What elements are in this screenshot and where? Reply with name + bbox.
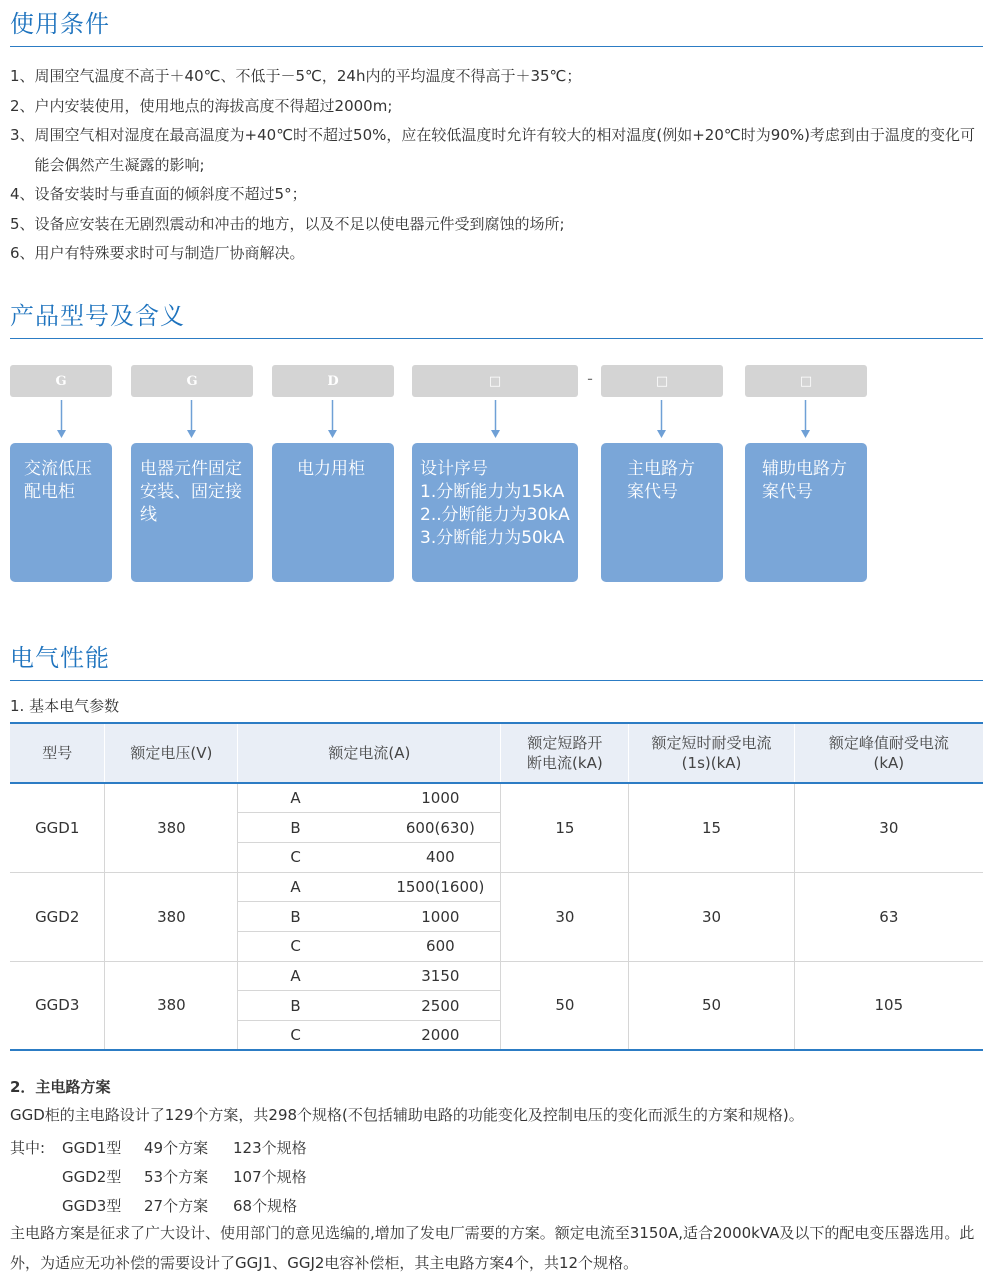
short-time-current-cell: 15	[629, 783, 794, 872]
column-header: 额定短时耐受电流 (1s)(kA)	[629, 723, 794, 783]
description-line: 辅助电路方	[762, 459, 847, 479]
model-cell: GGD3	[10, 961, 105, 1050]
short-time-current-cell: 30	[629, 872, 794, 961]
list-item-text: 用户有特殊要求时可与制造厂协商解决。	[34, 244, 305, 262]
model-code-dash: -	[587, 369, 593, 388]
current-cell: B 2500	[238, 991, 501, 1021]
peak-current-cell: 30	[794, 783, 983, 872]
spec-count: 107个规格	[233, 1168, 307, 1186]
current-cell: A 1500(1600)	[238, 872, 501, 902]
arrow-down-icon	[491, 400, 500, 438]
peak-current-cell: 105	[794, 961, 983, 1050]
table-header-row	[10, 723, 983, 783]
voltage-cell: 380	[105, 783, 238, 872]
section-title-conditions: 使用条件	[10, 10, 110, 38]
peak-current-cell: 63	[794, 872, 983, 961]
arrow-down-icon	[187, 400, 196, 438]
list-item-number: 3、	[10, 126, 35, 144]
list-item	[10, 92, 985, 122]
list-item-number: 4、	[10, 185, 35, 203]
main-circuit-closing: 主电路方案是征求了广大设计、使用部门的意见选编的,增加了发电厂需要的方案。额定电流至3150A,适合2000kVA及以下的配电变压器选用。此外，为适应无功补偿的需要设计了GGJ1、GGJ2电容补偿柜，其主电路方案4个，共12个规格。	[10, 1224, 975, 1272]
list-item-text: 周围空气温度不高于＋40℃、不低于－5℃，24h内的平均温度不得高于＋35℃；	[34, 67, 582, 85]
section-divider	[10, 680, 983, 681]
conditions-list	[10, 62, 985, 269]
column-header: 额定短路开 断电流(kA)	[501, 723, 629, 783]
model-code-box: □	[412, 365, 578, 397]
description-line: 交流低压	[24, 459, 92, 479]
list-item	[10, 239, 985, 269]
spec-schemes: 49个方案	[144, 1139, 209, 1157]
list-item-text: 设备应安装在无剧烈震动和冲击的地方，以及不足以使电器元件受到腐蚀的场所;	[34, 214, 565, 233]
description-line: 1.分断能力为15kA	[420, 482, 565, 502]
model-code-box: □	[745, 365, 867, 397]
section-divider	[10, 46, 983, 47]
list-item-text: 设备安装时与垂直面的倾斜度不超过5°；	[34, 185, 307, 203]
description-line: 安装、固定接	[140, 482, 242, 502]
list-item	[10, 62, 985, 92]
description-line: 线	[140, 505, 157, 525]
section-title-model: 产品型号及含义	[10, 302, 185, 330]
main-circuit-intro: GGD柜的主电路设计了129个方案，共298个规格(不包括辅助电路的功能变化及控制电压的变化而派生的方案和规格)。	[10, 1106, 804, 1124]
current-cell: C 2000	[238, 1021, 501, 1051]
subsection-title: 2．主电路方案	[10, 1078, 111, 1096]
description-line: 电力用柜	[297, 459, 365, 479]
spec-model: GGD3型	[62, 1197, 122, 1215]
arrow-down-icon	[328, 400, 337, 438]
section-divider	[10, 338, 983, 339]
list-item-text: 户内安装使用，使用地点的海拔高度不得超过2000m;	[34, 96, 393, 115]
description-line: 配电柜	[24, 482, 75, 502]
column-header: 额定峰值耐受电流 (kA)	[794, 723, 983, 783]
current-cell: C 600	[238, 931, 501, 961]
arrow-down-icon	[657, 400, 666, 438]
model-code-box: D	[272, 365, 394, 397]
model-description-box	[272, 443, 394, 582]
list-item	[10, 121, 985, 180]
model-description-box	[10, 443, 112, 582]
arrow-down-icon	[801, 400, 810, 438]
column-header: 额定电压(V)	[105, 723, 238, 783]
model-code-box: □	[601, 365, 723, 397]
voltage-cell: 380	[105, 872, 238, 961]
current-cell: B 1000	[238, 902, 501, 932]
spec-schemes: 27个方案	[144, 1197, 209, 1215]
voltage-cell: 380	[105, 961, 238, 1050]
description-line: 主电路方	[627, 459, 695, 479]
subsection-title: 1. 基本电气参数	[10, 697, 120, 715]
current-cell: A 3150	[238, 961, 501, 991]
breaking-current-cell: 50	[501, 961, 629, 1050]
column-header: 额定电流(A)	[238, 723, 501, 783]
model-code-box: G	[131, 365, 253, 397]
spec-count: 68个规格	[233, 1197, 298, 1215]
model-description-box	[412, 443, 578, 582]
model-description-box	[601, 443, 723, 582]
model-code-box: G	[10, 365, 112, 397]
description-line: 电器元件固定	[140, 459, 242, 479]
list-item	[10, 180, 985, 210]
list-item-number: 1、	[10, 67, 35, 85]
description-line: 案代号	[627, 482, 678, 502]
current-cell: A 1000	[238, 783, 501, 813]
description-line: 案代号	[762, 482, 813, 502]
list-item-number: 6、	[10, 244, 35, 262]
column-header: 型号	[10, 723, 105, 783]
list-item-number: 2、	[10, 96, 35, 115]
short-time-current-cell: 50	[629, 961, 794, 1050]
breaking-current-cell: 15	[501, 783, 629, 872]
breaking-current-cell: 30	[501, 872, 629, 961]
table-row	[10, 783, 983, 813]
current-cell: B 600(630)	[238, 813, 501, 843]
description-line: 2..分断能力为30kA	[420, 505, 570, 525]
parameters-table	[10, 722, 983, 1051]
spec-prefix: 其中:	[10, 1139, 46, 1157]
description-line: 设计序号	[420, 459, 488, 479]
table-row	[10, 872, 983, 902]
list-item-number: 5、	[10, 214, 35, 233]
model-cell: GGD1	[10, 783, 105, 872]
table-row	[10, 961, 983, 991]
description-line: 3.分断能力为50kA	[420, 528, 565, 548]
spec-count: 123个规格	[233, 1139, 307, 1157]
spec-model: GGD2型	[62, 1168, 122, 1186]
current-cell: C 400	[238, 842, 501, 872]
list-item	[10, 210, 985, 240]
spec-schemes: 53个方案	[144, 1168, 209, 1186]
model-description-box	[745, 443, 867, 582]
model-description-box	[131, 443, 253, 582]
arrow-down-icon	[57, 400, 66, 438]
section-title-electrical: 电气性能	[10, 644, 110, 672]
list-item-text: 周围空气相对湿度在最高温度为+40℃时不超过50%，应在较低温度时允许有较大的相对温度(例如+20℃时为90%)考虑到由于温度的变化可能会偶然产生凝露的影响;	[34, 126, 975, 174]
spec-model: GGD1型	[62, 1139, 122, 1157]
model-cell: GGD2	[10, 872, 105, 961]
